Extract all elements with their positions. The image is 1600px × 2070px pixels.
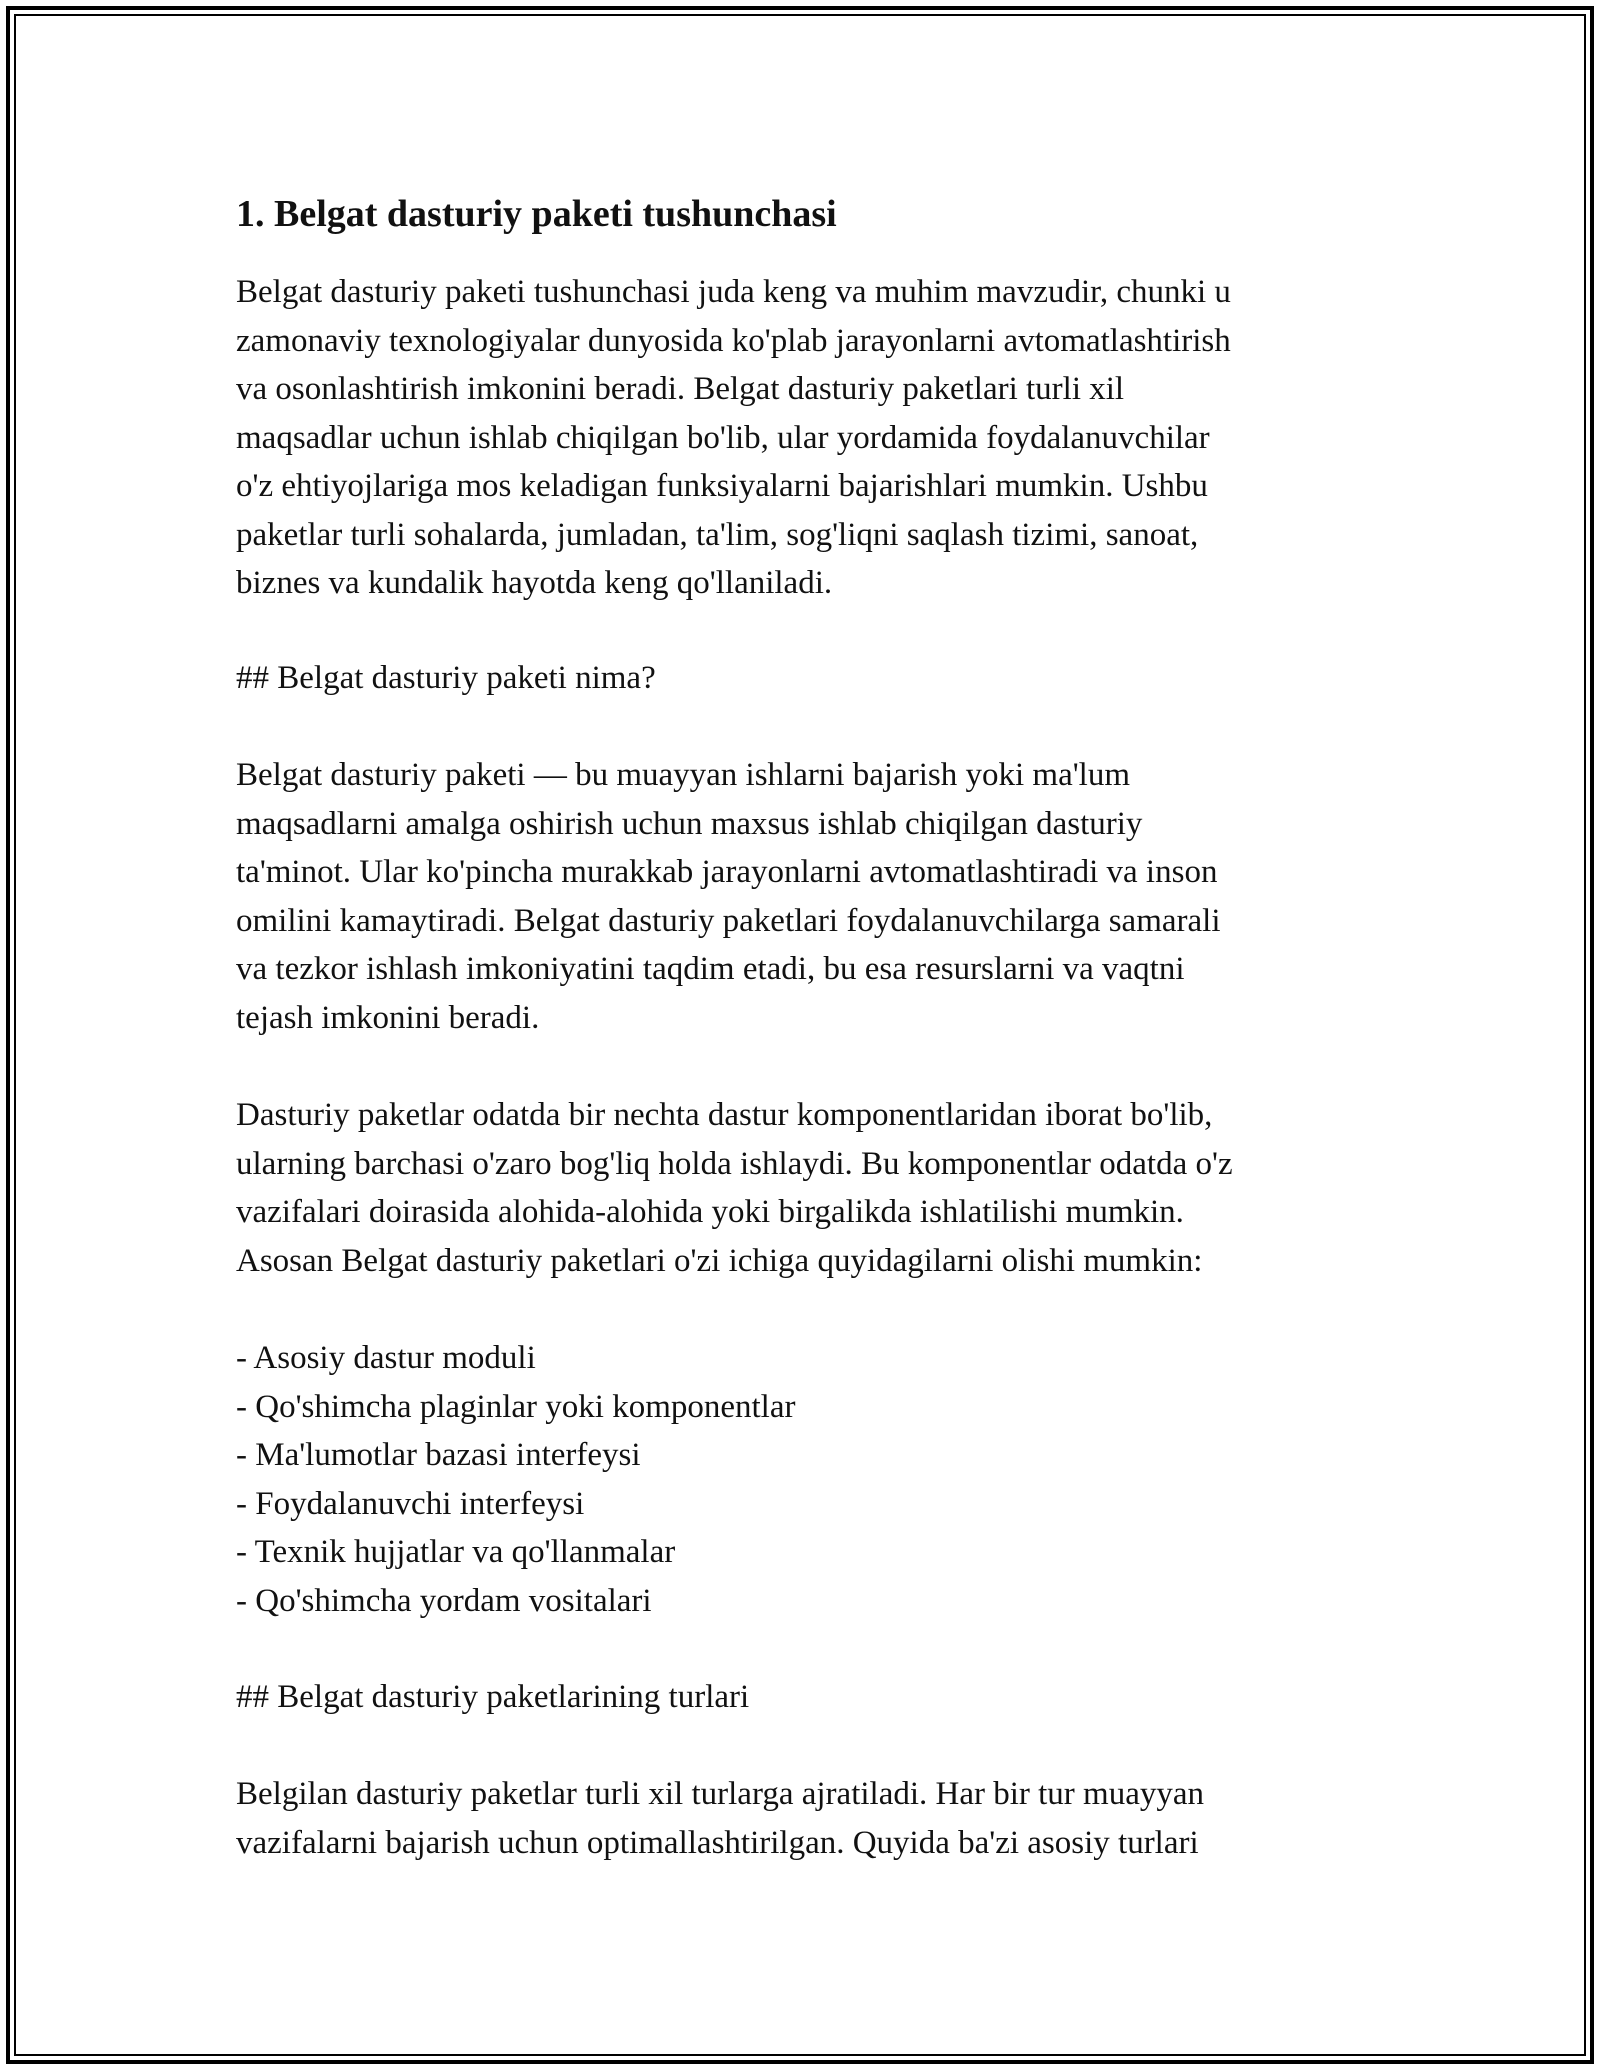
list-item: - Qo'shimcha yordam vositalari: [236, 1582, 652, 1619]
text-line: Asosan Belgat dasturiy paketlari o'zi ichiga quyidagilarni olishi mumkin:: [236, 1242, 1203, 1279]
text-line: paketlar turli sohalarda, jumladan, ta'lim, sog'liqni saqlash tizimi, sanoat,: [236, 516, 1199, 553]
text-line: vazifalarni bajarish uchun optimallashtirilgan. Quyida ba'zi asosiy turlari: [236, 1824, 1199, 1861]
text-line: tejash imkonini beradi.: [236, 999, 540, 1036]
subheading-types: [236, 1673, 749, 1722]
component-list: [236, 1334, 796, 1625]
section-heading: 1. Belgat dasturiy paketi tushunchasi: [236, 193, 837, 235]
text-line: biznes va kundalik hayotda keng qo'llaniladi.: [236, 565, 833, 601]
text-line: va tezkor ishlash imkoniyatini taqdim etadi, bu esa resurslarni va vaqtni: [236, 951, 1185, 987]
text-line: va osonlashtirish imkonini beradi. Belgat dasturiy paketlari turli xil: [236, 371, 1125, 407]
text-line: o'z ehtiyojlariga mos keladigan funksiyalarni bajarishlari mumkin. Ushbu: [236, 468, 1208, 504]
text-line: Dasturiy paketlar odatda bir nechta dastur komponentlaridan iborat bo'lib,: [236, 1097, 1213, 1133]
list-item: - Texnik hujjatlar va qo'llanmalar: [236, 1534, 676, 1570]
list-item: - Qo'shimcha plaginlar yoki komponentlar: [236, 1388, 796, 1425]
subheading-text: ## Belgat dasturiy paketi nima?: [236, 660, 656, 696]
text-line: Belgilan dasturiy paketlar turli xil turlarga ajratiladi. Har bir tur muayyan: [236, 1776, 1205, 1812]
list-item: - Asosiy dastur moduli: [236, 1340, 536, 1376]
text-line: ularning barchasi o'zaro bog'liq holda ishlaydi. Bu komponentlar odatda o'z: [236, 1145, 1233, 1182]
subheading-what-is: [236, 654, 656, 703]
text-line: ta'minot. Ular ko'pincha murakkab jarayonlarni avtomatlashtiradi va inson: [236, 854, 1218, 890]
paragraph-intro: [236, 268, 1231, 608]
list-item: - Foydalanuvchi interfeysi: [236, 1485, 585, 1522]
text-line: zamonaviy texnologiyalar dunyosida ko'plab jarayonlarni avtomatlashtirish: [236, 322, 1231, 359]
list-item: - Ma'lumotlar bazasi interfeysi: [236, 1437, 641, 1473]
paragraph-types: [236, 1770, 1204, 1867]
text-line: Belgat dasturiy paketi tushunchasi juda keng va muhim mavzudir, chunki u: [236, 274, 1231, 310]
text-line: maqsadlarni amalga oshirish uchun maxsus ishlab chiqilgan dasturiy: [236, 805, 1143, 842]
text-line: vazifalari doirasida alohida-alohida yoki birgalikda ishlatilishi mumkin.: [236, 1194, 1184, 1230]
subheading-text: ## Belgat dasturiy paketlarining turlari: [236, 1679, 750, 1715]
text-line: maqsadlar uchun ishlab chiqilgan bo'lib, ular yordamida foydalanuvchilar: [236, 419, 1210, 456]
text-line: Belgat dasturiy paketi — bu muayyan ishlarni bajarish yoki ma'lum: [236, 757, 1131, 793]
paragraph-components: [236, 1091, 1233, 1285]
text-line: omilini kamaytiradi. Belgat dasturiy paketlari foydalanuvchilarga samarali: [236, 902, 1221, 939]
paragraph-definition: [236, 751, 1221, 1042]
